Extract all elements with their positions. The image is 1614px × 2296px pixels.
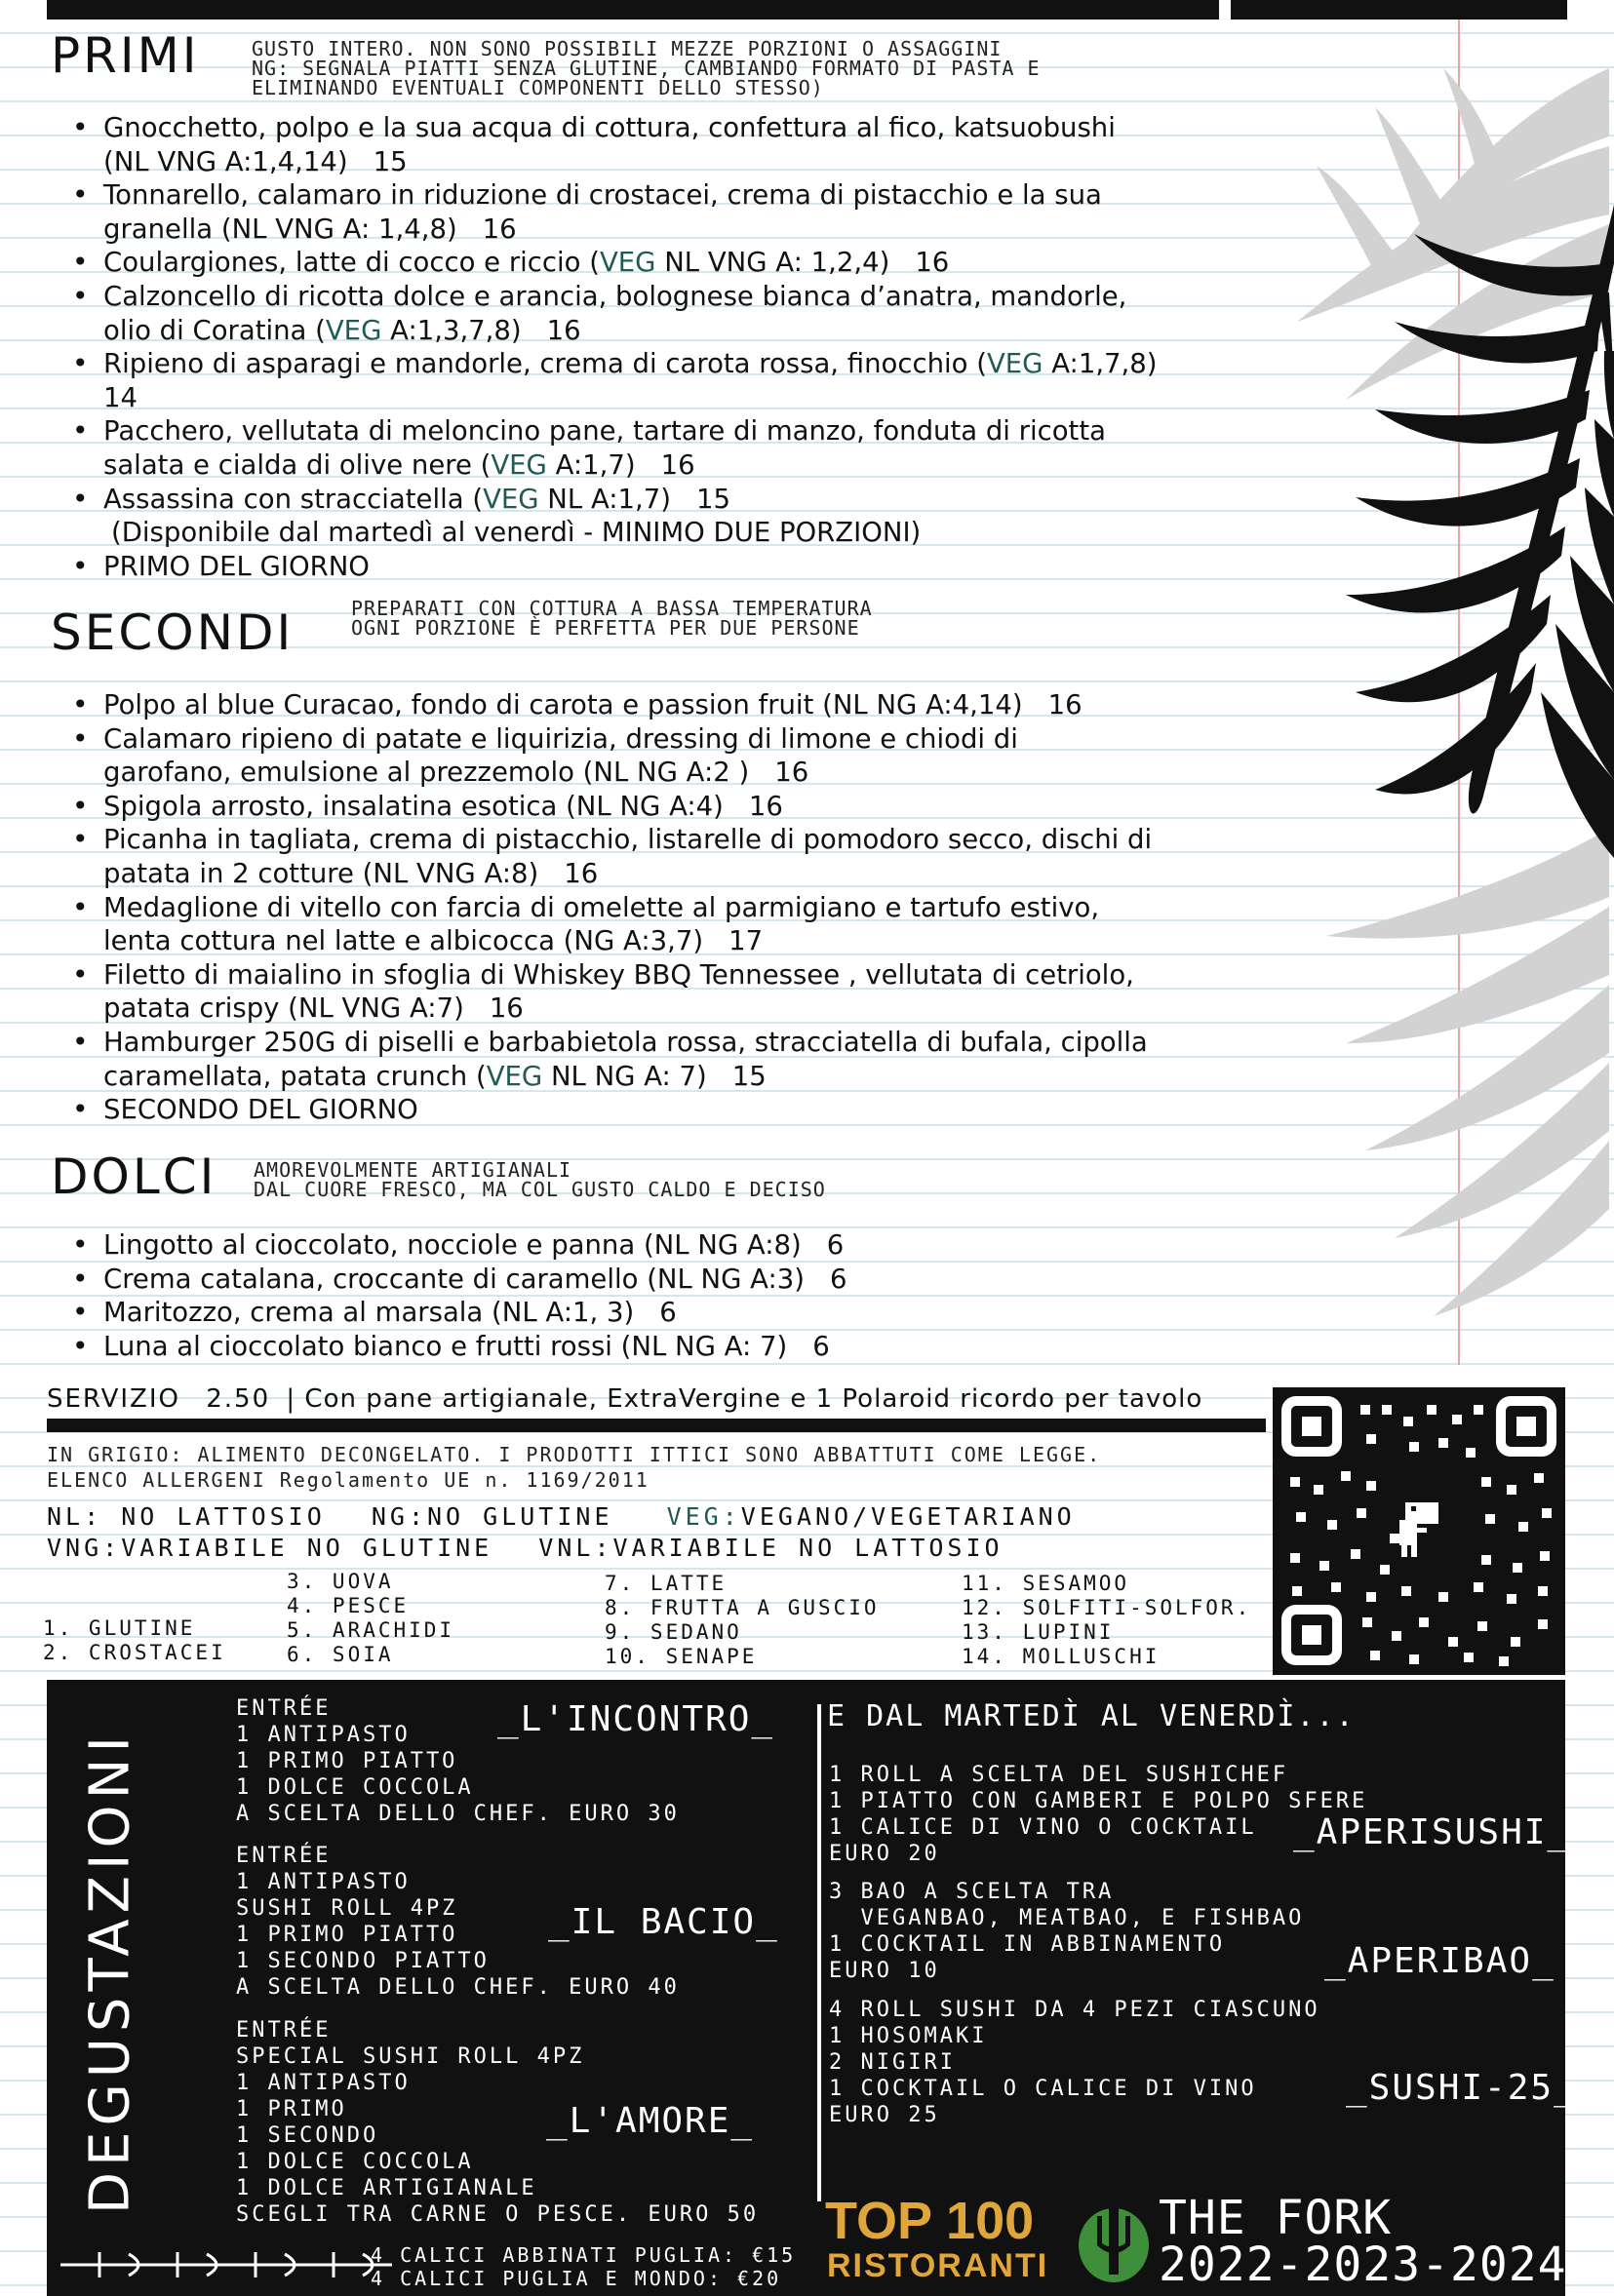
tasting-panel — [47, 1680, 1577, 2296]
price: 16 — [774, 757, 809, 789]
price: 16 — [660, 448, 695, 481]
secondi-list — [47, 688, 1266, 1127]
aperibao-details: 3 BAO A SCELTA TRA VEGANBAO, MEATBAO, E FISHBAO 1 COCKTAIL IN ABBINAMENTO EURO 10 — [829, 1880, 1305, 1983]
allergen-item: 13. LUPINI — [962, 1620, 1115, 1644]
veg-label: VEG — [491, 448, 547, 481]
list-item: • Medaglione di vitello con farcia di omelette al parmigiano e tartufo estivo, lenta cottura nel latte e albicocca (NG A:3,7) 17 — [47, 891, 1266, 958]
veg-label: VEG — [486, 1060, 543, 1092]
veg-label: VEG — [986, 348, 1043, 380]
price: 16 — [546, 314, 581, 346]
allergen-item: 2. CROSTACEI — [43, 1641, 226, 1664]
list-item: • Hamburger 250G di piselli e barbabietola rossa, stracciatella di bufala, cipolla caramellata, patata crunch (VEG NL NG A: 7) 15 — [47, 1026, 1266, 1093]
list-item: • SECONDO DEL GIORNO — [47, 1093, 1266, 1127]
legend-veg-value: VEGANO/VEGETARIANO — [740, 1502, 1076, 1531]
price: 16 — [915, 247, 950, 279]
amore-details: ENTRÉE SPECIAL SUSHI ROLL 4PZ 1 ANTIPASTO 1 PRIMO 1 SECONDO 1 DOLCE COCCOLA 1 DOLCE ARTIGIANALE SCEGLI TRA CARNE O PESCE. EURO 50 — [236, 2018, 760, 2227]
veg-label: VEG — [599, 247, 656, 279]
degustazioni-title: DEGUSTAZIONI — [78, 1731, 142, 2214]
allergen-item: 10. SENAPE — [605, 1645, 758, 1668]
amore-name: _L'AMORE_ — [546, 2101, 755, 2141]
service-text: | Con pane artigianale, ExtraVergine e 1 Polaroid ricordo per tavolo — [286, 1384, 1203, 1414]
legend-vnl: VNL:VARIABILE NO LATTOSIO — [538, 1534, 1004, 1562]
allergen-title: ELENCO ALLERGENI Regolamento UE n. 1169/2011 — [47, 1468, 650, 1492]
secondi-note-line: OGNI PORZIONE È PERFETTA PER DUE PERSONE — [351, 616, 860, 640]
service-label: SERVIZIO — [47, 1384, 180, 1414]
primi-note — [252, 39, 1041, 97]
dolci-title: DOLCI — [51, 1148, 217, 1205]
incontro-details: ENTRÉE 1 ANTIPASTO 1 PRIMO PIATTO 1 DOLCE COCCOLA A SCELTA DELLO CHEF. EURO 30 — [236, 1696, 680, 1826]
allergen-column — [962, 1572, 1251, 1669]
bacio-details: ENTRÉE 1 ANTIPASTO SUSHI ROLL 4PZ 1 PRIMO PIATTO 1 SECONDO PIATTO A SCELTA DELLO CHEF. EURO 40 — [236, 1844, 680, 2000]
list-item: • Crema catalana, croccante di caramello (NL NG A:3) 6 — [47, 1263, 1266, 1297]
price: 16 — [748, 790, 783, 822]
panel-divider — [817, 1704, 821, 2201]
allergen-item: 1. GLUTINE — [43, 1616, 196, 1640]
list-item: • Tonnarello, calamaro in riduzione di crostacei, crema di pistacchio e la sua granella (NL VNG A: 1,4,8) 16 — [47, 178, 1266, 246]
list-item: • Filetto di maialino in sfoglia di Whiskey BBQ Tennessee , vellutata di cetriolo, patata crispy (NL VNG A:7) 16 — [47, 958, 1266, 1026]
price: 6 — [830, 1263, 847, 1295]
price: 16 — [489, 992, 524, 1025]
price: 15 — [731, 1060, 767, 1092]
veg-label: VEG — [483, 483, 539, 515]
list-item: • PRIMO DEL GIORNO — [47, 550, 1266, 584]
legend-veg-key: VEG: — [666, 1502, 741, 1531]
top100-title: TOP 100 — [825, 2192, 1035, 2250]
allergen-item: 3. UOVA — [287, 1570, 394, 1593]
allergen-item: 12. SOLFITI-SOLFOR. — [962, 1596, 1252, 1619]
allergen-item: 5. ARACHIDI — [287, 1618, 455, 1642]
allergen-column — [287, 1570, 454, 1667]
qr-code-icon[interactable] — [1273, 1387, 1565, 1675]
dolci-note-line: DAL CUORE FRESCO, MA COL GUSTO CALDO E DECISO — [254, 1178, 826, 1201]
secondi-note-line: PREPARATI CON COTTURA A BASSA TEMPERATURA — [351, 597, 873, 620]
incontro-name: _L'INCONTRO_ — [497, 1699, 775, 1739]
qr-code-pattern — [1273, 1387, 1565, 1675]
wine-pairing: 4 CALICI ABBINATI PUGLIA: €15 4 CALICI PUGLIA E MONDO: €20 — [371, 2243, 797, 2290]
legend-nl: NL: NO LATTOSIO — [47, 1502, 326, 1531]
price: 15 — [696, 483, 730, 515]
price: 6 — [659, 1297, 677, 1329]
allergen-item: 4. PESCE — [287, 1594, 410, 1617]
list-item: • Gnocchetto, polpo e la sua acqua di cottura, confettura al fico, katsuobushi (NL VNG A:1,4,14) 15 — [47, 111, 1266, 178]
primi-note-line: GUSTO INTERO. NON SONO POSSIBILI MEZZE PORZIONI O ASSAGGINI — [252, 37, 1003, 60]
secondi-title: SECONDI — [51, 604, 295, 661]
price: 14 — [103, 381, 138, 413]
aperisushi-name: _APERISUSHI_ — [1293, 1812, 1571, 1852]
primi-note-line: NG: SEGNALA PIATTI SENZA GLUTINE, CAMBIANDO FORMATO DI PASTA E — [252, 57, 1041, 80]
list-item: • Calamaro ripieno di patate e liquirizia, dressing di limone e chiodi di garofano, emulsione al prezzemolo (NL NG A:2 ) 16 — [47, 722, 1266, 790]
thefork-title: THE FORK — [1159, 2191, 1393, 2245]
allergen-column — [605, 1572, 880, 1669]
allergen-item: 7. LATTE — [605, 1572, 728, 1595]
allergen-item: 8. FRUTTA A GUSCIO — [605, 1596, 880, 1619]
fork-icon — [1076, 2197, 1152, 2284]
list-item: • Pacchero, vellutata di meloncino pane, tartare di manzo, fonduta di ricotta salata e cialda di olive nere (VEG A:1,7) 16 — [47, 414, 1266, 482]
list-item: • Luna al cioccolato bianco e frutti rossi (NL NG A: 7) 6 — [47, 1330, 1266, 1364]
price: 16 — [1047, 689, 1083, 720]
aperibao-name: _APERIBAO_ — [1324, 1941, 1555, 1981]
sushi25-details: 4 ROLL SUSHI DA 4 PEZI CIASCUNO 1 HOSOMAKI 2 NIGIRI 1 COCKTAIL O CALICE DI VINO EURO 25 — [829, 1998, 1320, 2127]
top-rule-right — [1231, 0, 1567, 19]
service-price: 2.50 — [206, 1384, 271, 1414]
primi-list — [47, 111, 1266, 583]
list-item: • Polpo al blue Curacao, fondo di carota e passion fruit (NL NG A:4,14) 16 — [47, 688, 1266, 722]
top100-subtitle: RISTORANTI — [827, 2247, 1049, 2284]
service-row — [47, 1384, 1266, 1414]
allergen-column — [43, 1616, 226, 1665]
list-item: • Assassina con stracciatella (VEG NL A:1,7) 15 (Disponibile dal martedì al venerdì - MINIMO DUE PORZIONI) — [47, 483, 1266, 550]
list-item: • Coulargiones, latte di cocco e riccio (VEG NL VNG A: 1,2,4) 16 — [47, 246, 1266, 280]
dolci-list — [47, 1228, 1266, 1363]
allergen-item: 11. SESAMOO — [962, 1572, 1130, 1595]
dolci-note — [254, 1160, 826, 1199]
thefork-years: 2022-2023-2024 — [1159, 2238, 1567, 2292]
price: 6 — [826, 1229, 845, 1261]
secondi-note — [351, 599, 873, 638]
legend-vng: VNG:VARIABILE NO GLUTINE — [47, 1534, 493, 1562]
list-item: • Spigola arrosto, insalatina esotica (NL NG A:4) 16 — [47, 790, 1266, 824]
price: 16 — [482, 213, 517, 245]
list-item: • Picanha in tagliata, crema di pistacchio, listarelle di pomodoro secco, dischi di patata in 2 cotture (NL VNG A:8) 16 — [47, 823, 1266, 890]
wine-glass-icon — [60, 2240, 392, 2289]
list-item: • Lingotto al cioccolato, nocciole e panna (NL NG A:8) 6 — [47, 1228, 1266, 1263]
price: 6 — [812, 1330, 830, 1362]
veg-label: VEG — [325, 314, 382, 346]
list-item: • Calzoncello di ricotta dolce e arancia, bolognese bianca d’anatra, mandorle, olio di Coratina (VEG A:1,3,7,8) 16 — [47, 280, 1266, 347]
allergen-item: 9. SEDANO — [605, 1620, 742, 1644]
list-item: • Maritozzo, crema al marsala (NL A:1, 3) 6 — [47, 1296, 1266, 1330]
legend-ng: NG:NO GLUTINE — [371, 1502, 613, 1531]
sushi25-name: _SUSHI-25_ — [1346, 2068, 1577, 2108]
bacio-name: _IL BACIO_ — [548, 1902, 779, 1942]
primi-title: PRIMI — [51, 27, 200, 84]
primi-note-line: ELIMINANDO EVENTUALI COMPONENTI DELLO STESSO) — [252, 76, 824, 99]
price: 17 — [728, 925, 764, 957]
list-item: • Ripieno di asparagi e mandorle, crema di carota rossa, finocchio (VEG A:1,7,8) 14 — [47, 347, 1266, 414]
aperisushi-details: 1 ROLL A SCELTA DEL SUSHICHEF 1 PIATTO CON GAMBERI E POLPO SFERE 1 CALICE DI VINO O COCKTAIL EURO 20 — [829, 1763, 1368, 1866]
dolci-note-line: AMOREVOLMENTE ARTIGIANALI — [254, 1158, 572, 1182]
top-rule-left — [47, 0, 1219, 19]
allergen-item: 6. SOIA — [287, 1643, 394, 1666]
service-rule — [47, 1419, 1266, 1432]
weekday-title: E DAL MARTEDÌ AL VENERDÌ... — [827, 1699, 1356, 1733]
allergen-item: 14. MOLLUSCHI — [962, 1645, 1161, 1668]
price: 16 — [564, 857, 599, 889]
degustazioni-side — [47, 1680, 174, 2296]
legend — [47, 1501, 1266, 1564]
availability-note: (Disponibile dal martedì al venerdì - MINIMO DUE PORZIONI) — [111, 517, 922, 549]
price: 15 — [373, 145, 408, 177]
frozen-note: IN GRIGIO: ALIMENTO DECONGELATO. I PRODOTTI ITTICI SONO ABBATTUTI COME LEGGE. — [47, 1443, 1102, 1466]
